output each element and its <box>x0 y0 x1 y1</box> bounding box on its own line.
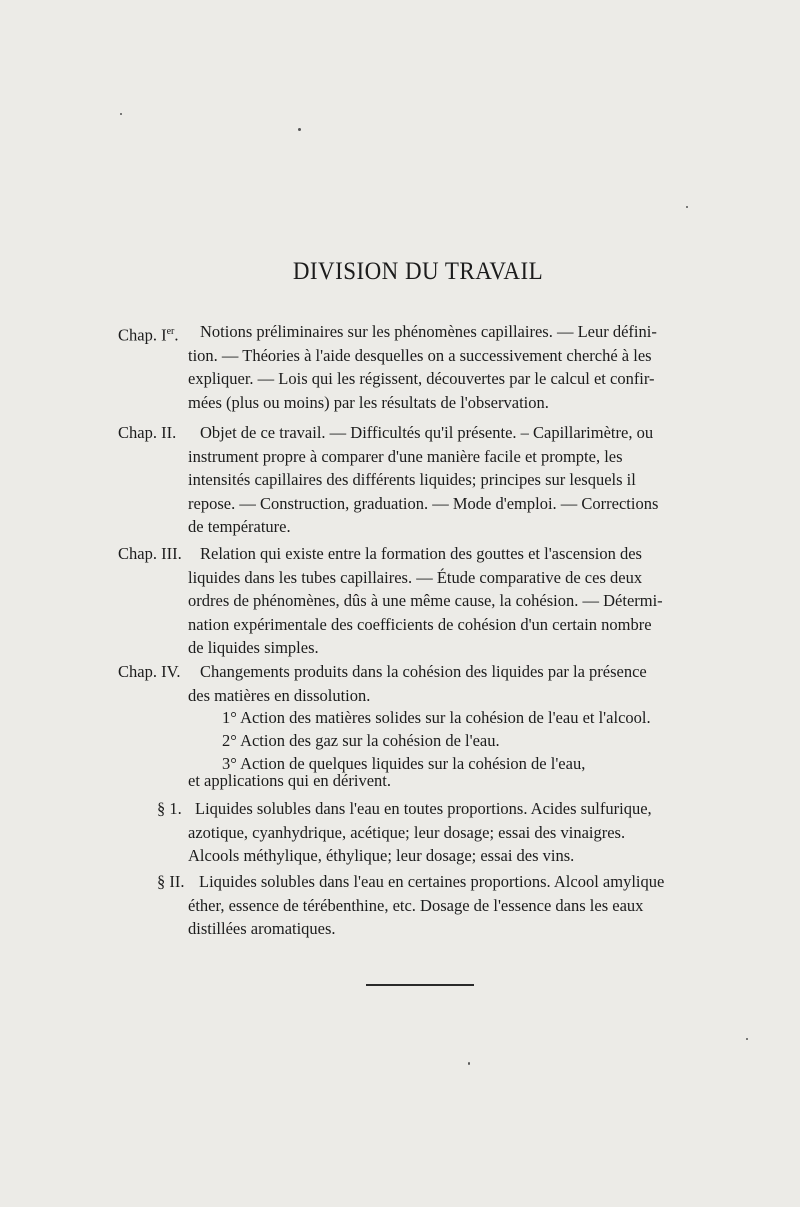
section-1-line-1: Liquides solubles dans l'eau en toutes proportions. Acides sulfurique, <box>195 799 652 818</box>
chapter-2-line-2: instrument propre à comparer d'une manière facile et prompte, les <box>188 446 623 466</box>
chapter-2 <box>118 421 718 539</box>
chapter-1-label <box>118 320 186 347</box>
print-speck <box>468 1062 470 1065</box>
closing-rule <box>366 984 474 986</box>
chapter-3-line-1: Relation qui existe entre la formation des gouttes et l'ascension des <box>200 544 642 563</box>
page-title <box>33 258 800 286</box>
chapter-2-line-5: de température. <box>188 517 291 536</box>
chapter-1-label-text: Chap. I <box>118 325 167 345</box>
chapter-1-line-1: Notions préliminaires sur les phénomènes capillaires. — Leur défini- <box>200 322 657 341</box>
print-speck <box>686 206 688 208</box>
print-speck <box>120 113 122 115</box>
chapter-3-line-4: nation expérimentale des coefficients de cohésion d'un certain nombre <box>188 614 652 634</box>
chapter-1-label-sup: er <box>166 326 175 337</box>
chapter-1-body <box>188 344 718 415</box>
chapter-1-line-4: mées (plus ou moins) par les résultats de l'observation. <box>188 392 549 412</box>
chapter-1 <box>118 320 718 414</box>
chapter-4-body <box>188 684 718 708</box>
chapter-2-body <box>188 445 718 539</box>
section-2 <box>157 870 717 941</box>
chapter-3-line-3: ordres de phénomènes, dûs à une même cause, la cohésion. — Détermi- <box>188 591 663 610</box>
chapter-4-tail: et applications qui en dérivent. <box>188 771 391 790</box>
chapter-2-line-4: repose. — Construction, graduation. — Mode d'emploi. — Corrections <box>188 493 659 513</box>
section-2-line-1: Liquides solubles dans l'eau en certaines proportions. Alcool amylique <box>199 872 665 891</box>
print-speck <box>746 1038 748 1040</box>
section-1-line-2: azotique, cyanhydrique, acétique; leur dosage; essai des vinaigres. <box>188 822 626 842</box>
section-2-line-3: distillées aromatiques. <box>188 919 336 938</box>
section-1-label: § 1. <box>157 799 182 818</box>
chapter-3-body <box>188 566 718 660</box>
print-speck <box>298 128 301 131</box>
section-2-label: § II. <box>157 872 185 891</box>
chapter-1-line-2: tion. — Théories à l'aide desquelles on a successivement cherché à les <box>188 345 652 365</box>
title-text: DIVISION DU TRAVAIL <box>292 258 544 285</box>
chapter-4-item-2: 2° Action des gaz sur la cohésion de l'eau. <box>222 731 500 750</box>
section-2-line-2: éther, essence de térébenthine, etc. Dosage de l'essence dans les eaux <box>188 895 644 915</box>
chapter-4 <box>118 660 718 707</box>
chapter-3-line-5: de liquides simples. <box>188 638 319 657</box>
chapter-4-item-3: 3° Action de quelques liquides sur la cohésion de l'eau, <box>222 754 586 773</box>
chapter-4-label: Chap. IV. <box>118 662 181 681</box>
chapter-4-line-2: des matières en dissolution. <box>188 685 371 705</box>
chapter-2-line-3: intensités capillaires des différents liquides; principes sur lesquels il <box>188 470 636 489</box>
chapter-1-label-end: . <box>174 325 179 345</box>
chapter-2-label: Chap. II. <box>118 423 177 442</box>
chapter-4-item-1: 1° Action des matières solides sur la cohésion de l'eau et l'alcool. <box>222 708 651 727</box>
chapter-4-line-1: Changements produits dans la cohésion des liquides par la présence <box>200 662 647 681</box>
section-1-line-3: Alcools méthylique, éthylique; leur dosage; essai des vins. <box>188 846 575 865</box>
chapter-3 <box>118 542 718 660</box>
chapter-3-line-2: liquides dans les tubes capillaires. — Étude comparative de ces deux <box>188 567 643 587</box>
chapter-2-line-1: Objet de ce travail. — Difficultés qu'il présente. – Capillarimètre, ou <box>200 423 654 442</box>
chapter-1-line-3: expliquer. — Lois qui les régissent, découvertes par le calcul et confir- <box>188 369 655 388</box>
section-1 <box>157 797 717 868</box>
chapter-3-label: Chap. III. <box>118 544 182 563</box>
